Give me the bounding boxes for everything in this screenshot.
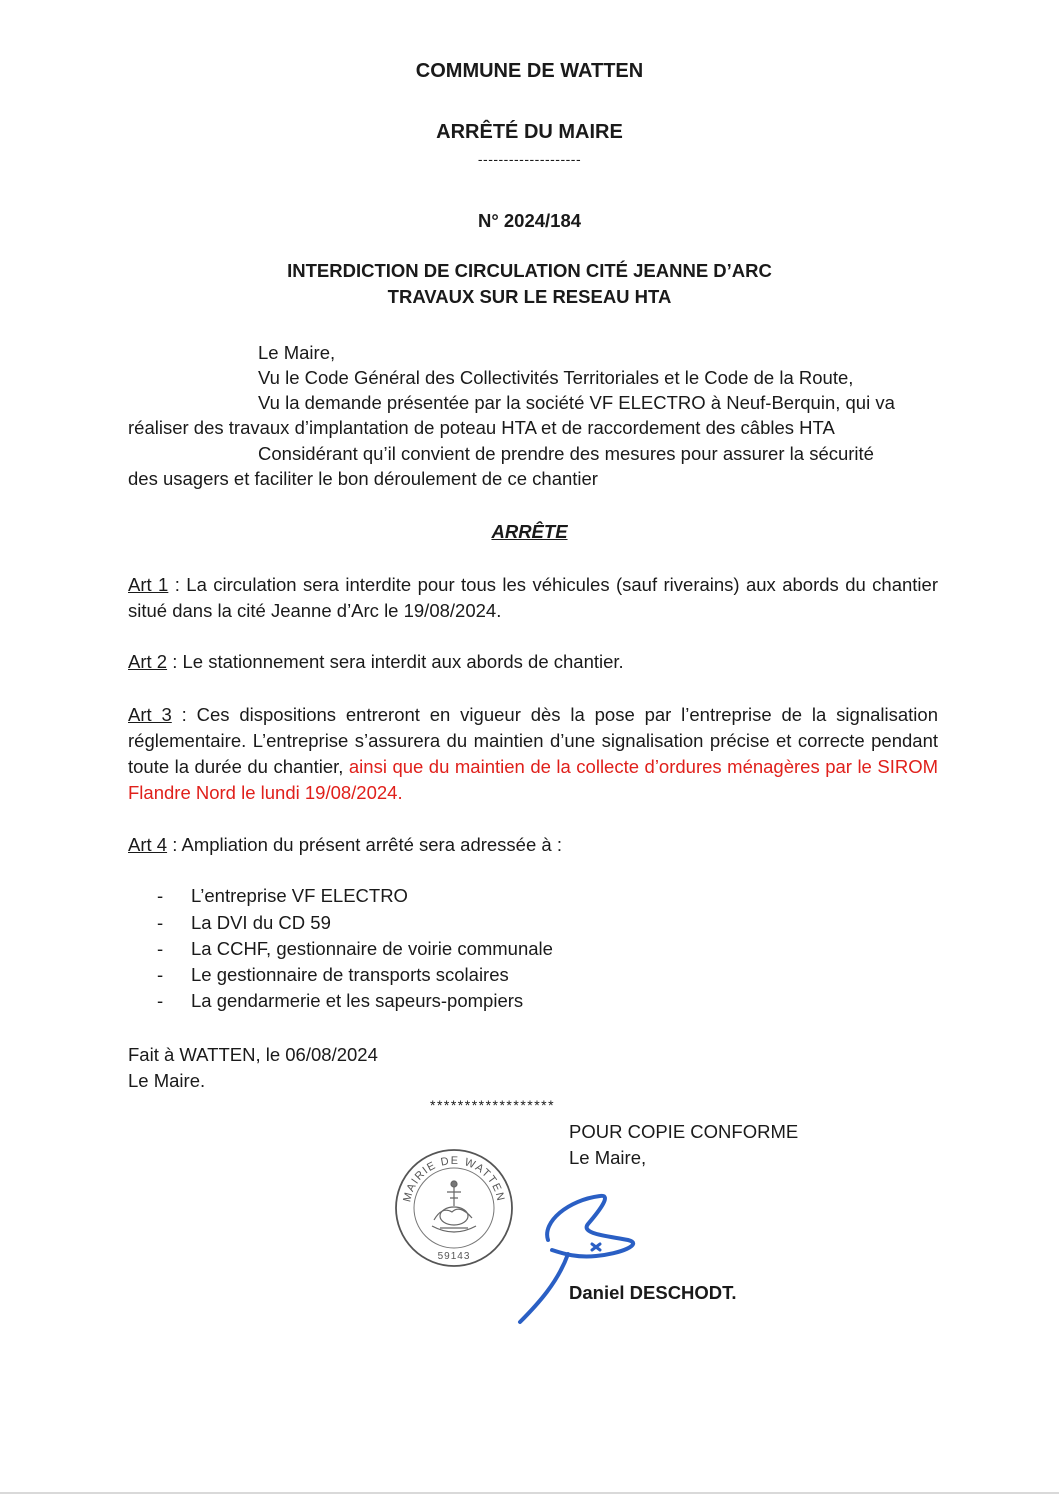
mairie-seal-stamp (392, 1146, 516, 1270)
recipients-list (0, 885, 1059, 1025)
article-3-highlight: ainsi que du maintien de la collecte d’ordures ménagères par le SIROM Flandre Nord le lundi 19/08/2024. (128, 756, 938, 803)
mayor-signature (508, 1192, 658, 1327)
preamble-considering-2: des usagers et faciliter le bon déroulement de ce chantier (128, 468, 598, 489)
preamble-request-1: Vu la demande présentée par la société VF ELECTRO à Neuf-Berquin, qui va (258, 392, 895, 413)
stars-separator: ****************** (430, 1097, 556, 1113)
page-bottom-edge (0, 1492, 1059, 1494)
recipient-text: La DVI du CD 59 (191, 912, 331, 933)
recipient-text: Le gestionnaire de transports scolaires (191, 964, 509, 985)
article-4-label: Art 4 (128, 834, 168, 855)
list-item (0, 990, 1059, 1016)
mayor-name: Daniel DESCHODT. (569, 1282, 737, 1303)
article-4-text: : Ampliation du présent arrêté sera adressée à : (167, 834, 562, 855)
copy-conforme-label: POUR COPIE CONFORME (569, 1121, 799, 1142)
article-3 (128, 702, 938, 806)
document-type: ARRÊTÉ DU MAIRE (436, 121, 623, 143)
article-1-label: Art 1 (128, 574, 169, 595)
article-2-label: Art 2 (128, 651, 168, 672)
article-1 (128, 572, 938, 624)
header-separator: -------------------- (477, 151, 582, 167)
list-item (0, 938, 1059, 964)
signer-title: Le Maire. (128, 1070, 206, 1091)
preamble-code: Vu le Code Général des Collectivités Territoriales et le Code de la Route, (258, 367, 854, 388)
bullet-dash: - (157, 938, 164, 959)
list-item (0, 885, 1059, 911)
decree-number: N° 2024/184 (477, 210, 582, 231)
copy-signer-title: Le Maire, (569, 1147, 647, 1168)
commune-title: COMMUNE DE WATTEN (415, 60, 644, 82)
article-4 (128, 832, 938, 858)
place-date: Fait à WATTEN, le 06/08/2024 (128, 1044, 378, 1065)
article-3-label: Art 3 (128, 704, 172, 725)
svg-text:59143: 59143 (437, 1251, 471, 1262)
bullet-dash: - (157, 912, 164, 933)
decree-title: INTERDICTION DE CIRCULATION CITÉ JEANNE D’ARC (287, 260, 772, 281)
decree-subtitle: TRAVAUX SUR LE RESEAU HTA (387, 286, 672, 307)
preamble-request-2: réaliser des travaux d’implantation de poteau HTA et de raccordement des câbles HTA (128, 417, 835, 438)
recipient-text: L’entreprise VF ELECTRO (191, 885, 408, 906)
preamble-mayor: Le Maire, (258, 342, 336, 363)
arrete-heading: ARRÊTE (491, 521, 568, 542)
article-3-text: : Ces dispositions entreront en vigueur dès la pose par l’entreprise de la signalisation réglementaire. L’entreprise s’assurera du maintien d’une signalisation précise et correcte pendant toute la durée du chantier, (128, 704, 938, 777)
seal-emblem-icon (432, 1181, 476, 1232)
bullet-dash: - (157, 964, 164, 985)
preamble-considering-1: Considérant qu’il convient de prendre des mesures pour assurer la sécurité (258, 443, 874, 464)
list-item (0, 912, 1059, 938)
list-item (0, 964, 1059, 990)
article-1-text: : La circulation sera interdite pour tous les véhicules (sauf riverains) aux abords du chantier situé dans la cité Jeanne d’Arc le 19/08/2024. (128, 574, 938, 621)
bullet-dash: - (157, 990, 164, 1011)
recipient-text: La gendarmerie et les sapeurs-pompiers (191, 990, 524, 1011)
recipient-text: La CCHF, gestionnaire de voirie communale (191, 938, 553, 959)
article-2-text: : Le stationnement sera interdit aux abords de chantier. (167, 651, 624, 672)
bullet-dash: - (157, 885, 164, 906)
svg-text:MAIRIE DE WATTEN: MAIRIE DE WATTEN (401, 1154, 507, 1204)
article-2 (128, 649, 938, 675)
